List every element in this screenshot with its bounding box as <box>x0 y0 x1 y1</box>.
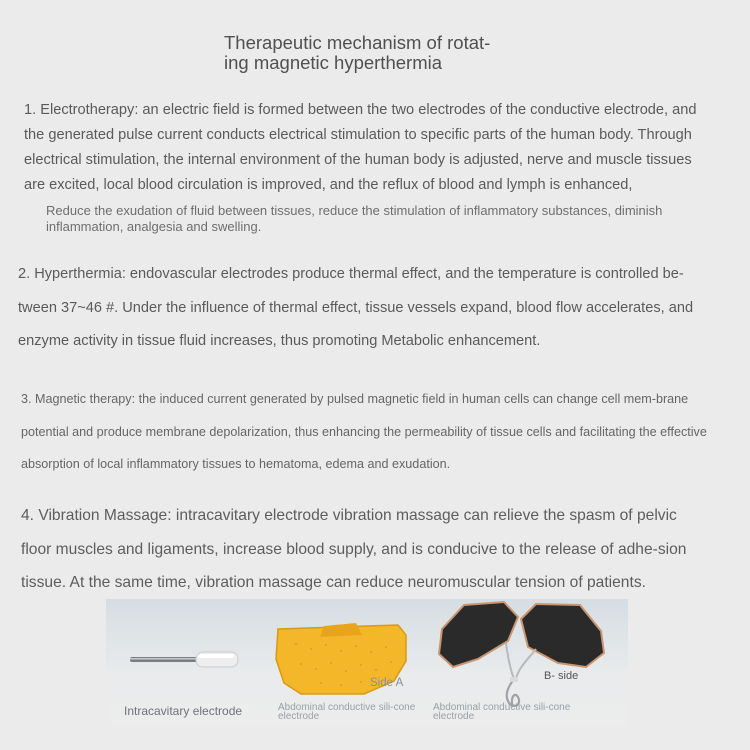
page-title-line-1: Therapeutic mechanism of rotat- <box>224 32 491 53</box>
vibration-massage-paragraph: 4. Vibration Massage: intracavitary electrode vibration massage can relieve the spasm of pelvic floor muscles and ligaments, increase blood supply, and is conducive to the release of adhe-sion tissue. At the same time, vibration massage can reduce neuromuscular tension of patients. <box>21 507 687 591</box>
abdominal-electrode-side-b-image <box>439 602 604 707</box>
page-title-line-2: ing magnetic hyperthermia <box>224 52 442 73</box>
abdominal-electrode-b-caption: Abdominal conductive sili-cone electrode <box>433 702 571 722</box>
product-image-panel <box>106 599 628 726</box>
page-title <box>224 33 544 73</box>
electrotherapy-effects-paragraph: Reduce the exudation of fluid between tissues, reduce the stimulation of inflammatory substances, diminish inflammation, analgesia and swelling. <box>46 203 663 234</box>
side-a-label: Side A <box>370 677 404 689</box>
electrotherapy-paragraph: 1. Electrotherapy: an electric field is formed between the two electrodes of the conductive electrode, and the generated pulse current conducts electrical stimulation to specific parts of the human body. Through electrical stimulation, the internal environment of the human body is adjusted, nerve and muscle tissues are excited, local blood circulation is improved, and the reflux of blood and lymph is enhanced, <box>24 102 697 193</box>
abdominal-electrode-a-caption: Abdominal conductive sili-cone electrode <box>278 702 416 722</box>
magnetic-therapy-paragraph: 3. Magnetic therapy: the induced current generated by pulsed magnetic field in human cells can change cell mem-brane potential and produce membrane depolarization, thus enhancing the permeability of tissue cells and facilitating the effective absorption of local inflammatory tissues to hematoma, edema and exudation. <box>21 392 707 471</box>
intracavitary-electrode-caption: Intracavitary electrode <box>124 704 243 718</box>
side-b-label: B- side <box>544 670 579 682</box>
hyperthermia-paragraph: 2. Hyperthermia: endovascular electrodes produce thermal effect, and the temperature is controlled be-tween 37~46 #. Under the influence of thermal effect, tissue vessels expand, blood flow accelerates, and enzyme activity in tissue fluid increases, thus promoting Metabolic enhancement. <box>18 266 694 349</box>
intracavitary-electrode-image <box>130 652 238 667</box>
